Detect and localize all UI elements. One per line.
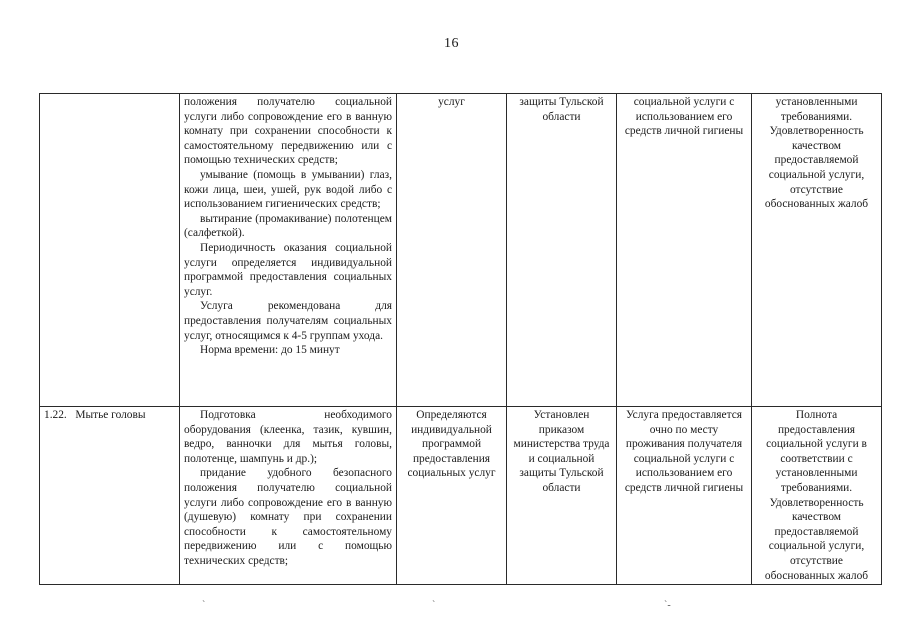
scan-marks [0, 600, 903, 610]
table-row [40, 407, 882, 585]
description-paragraph: вытирание (промакивание) полотенцем (салфеткой). [184, 212, 392, 240]
service-quality-cell: Полнота предоставления социальной услуги в соответствии с установленными требованиями. Удовлетворенность качеством предоставляемой социальной услуги, отсутствие обоснованных жалоб [752, 407, 882, 585]
page-number: 16 [444, 36, 459, 51]
service-description-cell [180, 407, 397, 585]
service-number-cell [40, 94, 180, 407]
service-number-cell [40, 407, 180, 585]
service-volume-cell: услуг [397, 94, 507, 407]
service-number: 1.22. [44, 409, 67, 421]
scan-mark: `- [664, 600, 671, 611]
description-paragraph: Услуга рекомендована для предоставления получателям социальных услуг, относящимся к 4-5 группам ухода. [184, 300, 392, 342]
description-paragraph: Подготовка необходимого оборудования (клеенка, тазик, кувшин, ведро, ванночки для мытья головы, полотенце, шампунь и др.); [184, 409, 392, 465]
service-name: Мытье головы [75, 409, 146, 421]
description-paragraph: придание удобного безопасного положения получателю социальной услуги либо сопровождение его в ванную (душевую) комнату при сохранении способности к самостоятельному передвижению или с помощью технических средств; [184, 467, 392, 567]
service-volume-cell: Определяются индивидуальной программой предоставления социальных услуг [397, 407, 507, 585]
scan-mark: ` [202, 600, 206, 611]
description-paragraph: Норма времени: до 15 минут [200, 344, 340, 357]
table-row [40, 94, 882, 407]
scan-mark: ` [432, 600, 436, 611]
description-paragraph: Периодичность оказания социальной услуги определяется индивидуальной программой предоставления социальных услуг. [184, 241, 392, 298]
service-regulation-cell: Установлен приказом министерства труда и социальной защиты Тульской области [507, 407, 617, 585]
service-regulation-cell: защиты Тульской области [507, 94, 617, 407]
services-table [39, 93, 882, 585]
description-paragraph: умывание (помощь в умывании) глаз, кожи лица, шеи, ушей, рук водой либо с использованием гигиенических средств; [184, 168, 392, 211]
description-paragraph: положения получателю социальной услуги либо сопровождение его в ванную комнату при сохранении способности к самостоятельному передвижению или с помощью технических средств; [184, 96, 392, 167]
service-quality-cell: установленными требованиями. Удовлетворенность качеством предоставляемой социальной услуги, отсутствие обоснованных жалоб [752, 94, 882, 407]
service-conditions-cell: Услуга предоставляется очно по месту проживания получателя социальной услуги с использованием его средств личной гигиены [617, 407, 752, 585]
service-description-cell [180, 94, 397, 407]
service-conditions-cell: социальной услуги с использованием его средств личной гигиены [617, 94, 752, 407]
